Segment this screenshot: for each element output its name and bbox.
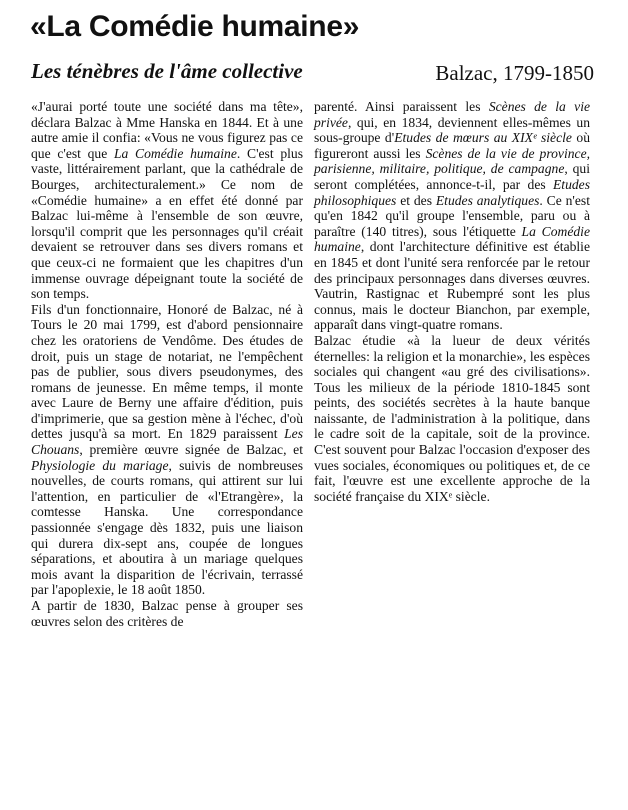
text: , qui seront complétées, annonce-t-il, par des	[314, 161, 590, 192]
italic-title: Physiologie du mariage	[31, 457, 169, 473]
author-dates: Balzac, 1799-1850	[435, 61, 594, 85]
paragraph	[314, 333, 590, 505]
italic-title: La Comédie humaine	[113, 145, 237, 161]
italic-title: Etudes de mœurs au XIXᵉ siècle	[394, 130, 572, 146]
text: «J'aurai porté toute une société dans ma tête», déclara Balzac à Mme Hanska en 1844. Et à une autre amie il confia: «Vous ne vous figurez pas ce que c'est que	[31, 99, 303, 161]
text: parenté. Ainsi paraissent les	[314, 99, 489, 114]
text: et des	[396, 192, 436, 208]
text: où figureront aussi les	[314, 130, 590, 161]
subtitle: Les ténèbres de l'âme collective	[31, 59, 303, 83]
paragraph	[314, 99, 590, 333]
italic-title: Etudes philosophiques	[314, 176, 590, 208]
paragraph	[31, 598, 303, 629]
column-left	[31, 99, 303, 629]
text: , suivis de nombreuses nouvelles, de courts romans, qui attirent sur lui l'attention, en particulier de «l'Etrangère», la comtesse Hanska. Une correspondance passionnée s'engage dès 1832, puis une liaison qui durera dix-sept ans, coupée de longues séparations, et aboutira à un mariage quelques mois avant la disparition de l'écrivain, terrassé par l'apoplexie, le 18 août 1850.	[31, 457, 303, 598]
text: , dont l'architecture définitive est établie en 1845 et dont l'unité sera renforcée par le retour des principaux personnages dans diverses œuvres. Vautrin, Rastignac et Rubempré sont les plus connus, mais le docteur Bianchon, par exemple, apparaît dans vingt-quatre romans.	[314, 239, 590, 333]
paragraph	[31, 99, 303, 302]
paragraph	[31, 302, 303, 598]
text: , qui, en 1834, deviennent elles-mêmes un sous-groupe d'	[314, 114, 590, 146]
text: . C'est plus vaste, littérairement parlant, que la cathédrale de Bourges, architecturalement.» Ce nom de «Comédie humaine» a en effet été donné par Balzac lui-même à l'ensemble de son œuvre, lorsqu'il comprit que les personnages qu'il créait devaient se retrouver dans ses divers romans et que ceux-ci ne formaient que les chapitres d'un immense ouvrage dépeignant toute la société de son temps.	[31, 145, 303, 302]
text: Fils d'un fonctionnaire, Honoré de Balzac, né à Tours le 20 mai 1799, est d'abord pensionnaire chez les oratoriens de Vendôme. Des études de droit, puis un stage de notariat, ne l'empêchent pas de publier, sous divers pseudonymes, des romans de jeunesse. En même temps, il monte avec Laure de Berny une affaire d'édition, puis d'imprimerie, que sa gestion mène à l'échec, d'où dettes jusqu'à sa mort. En 1829 paraissent	[31, 301, 303, 442]
italic-title: Les Chouans	[31, 426, 303, 458]
italic-title: Etudes analytiques	[435, 192, 540, 208]
text: , première œuvre signée de Balzac, et	[79, 442, 303, 458]
italic-title: Scènes de la vie privée	[314, 99, 591, 130]
page-title: «La Comédie humaine»	[30, 10, 360, 43]
italic-title: La Comédie humaine	[314, 223, 590, 255]
text: Balzac étudie «à la lueur de deux vérités éternelles: la religion et la monarchie», les espèces sociales qui changent «au gré des civilisations». Tous les milieux de la période 1810-1845 sont peints, des sociétés secrètes à la haute banque naissante, de l'administration à la politique, dans le cadre soit de la capitale, soit de la province. C'est souvent pour Balzac l'occasion d'exposer des vues sociales, économiques ou politiques et, de ce fait, l'œuvre est une excellente approche de la société française du XIXᵉ siècle.	[314, 332, 590, 504]
italic-title: Scènes de la vie de province, parisienne, militaire, politique, de campagne	[314, 145, 591, 177]
column-right	[314, 99, 590, 504]
text: A partir de 1830, Balzac pense à grouper ses œuvres selon des critères de	[31, 598, 303, 629]
text: . Ce n'est qu'en 1842 qu'il groupe l'ensemble, paru ou à paraître (140 titres), sous l'étiquette	[314, 192, 590, 239]
